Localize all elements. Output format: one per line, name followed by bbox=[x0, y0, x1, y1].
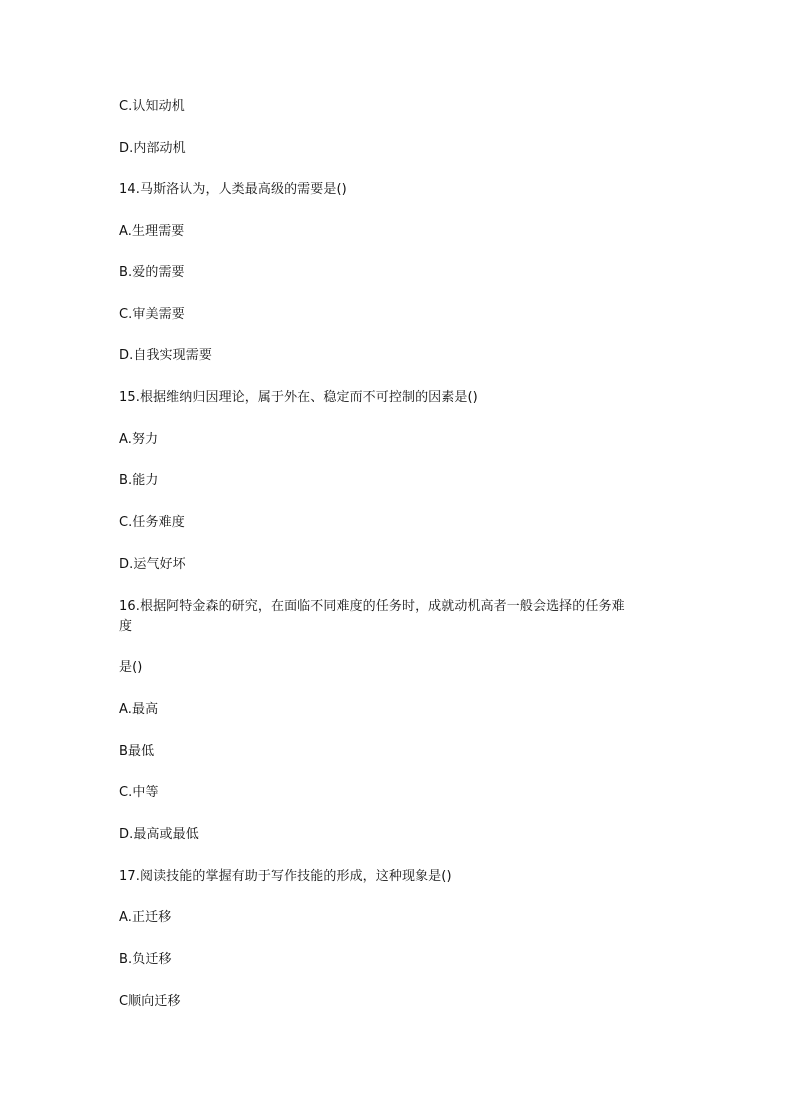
q14-option-d: D.自我实现需要 bbox=[119, 348, 212, 363]
q16-option-b: B最低 bbox=[119, 744, 155, 759]
q15-option-c: C.任务难度 bbox=[119, 515, 185, 530]
q16-option-d: D.最高或最低 bbox=[119, 827, 199, 842]
q16-option-a: A.最高 bbox=[119, 702, 159, 717]
q15-option-b: B.能力 bbox=[119, 473, 159, 488]
question-17: 17.阅读技能的掌握有助于写作技能的形成，这种现象是() bbox=[119, 869, 452, 884]
question-15: 15.根据维纳归因理论，属于外在、稳定而不可控制的因素是() bbox=[119, 390, 478, 405]
question-16-line-3: 是() bbox=[119, 660, 143, 675]
q15-option-a: A.努力 bbox=[119, 432, 159, 447]
q15-option-d: D.运气好坏 bbox=[119, 557, 186, 572]
question-16-line-1: 16.根据阿特金森的研究，在面临不同难度的任务时，成就动机高者一般会选择的任务难 bbox=[119, 599, 625, 614]
q17-option-c: C顺向迁移 bbox=[119, 994, 181, 1009]
question-16-line-2: 度 bbox=[119, 619, 133, 634]
q17-option-b: B.负迁移 bbox=[119, 952, 172, 967]
q14-option-b: B.爱的需要 bbox=[119, 265, 185, 280]
question-14: 14.马斯洛认为，人类最高级的需要是() bbox=[119, 182, 347, 197]
q14-option-c: C.审美需要 bbox=[119, 307, 185, 322]
option-c-cognitive-motivation: C.认知动机 bbox=[119, 99, 185, 114]
option-d-internal-motivation: D.内部动机 bbox=[119, 141, 186, 156]
q17-option-a: A.正迁移 bbox=[119, 910, 172, 925]
q16-option-c: C.中等 bbox=[119, 785, 159, 800]
q14-option-a: A.生理需要 bbox=[119, 224, 185, 239]
